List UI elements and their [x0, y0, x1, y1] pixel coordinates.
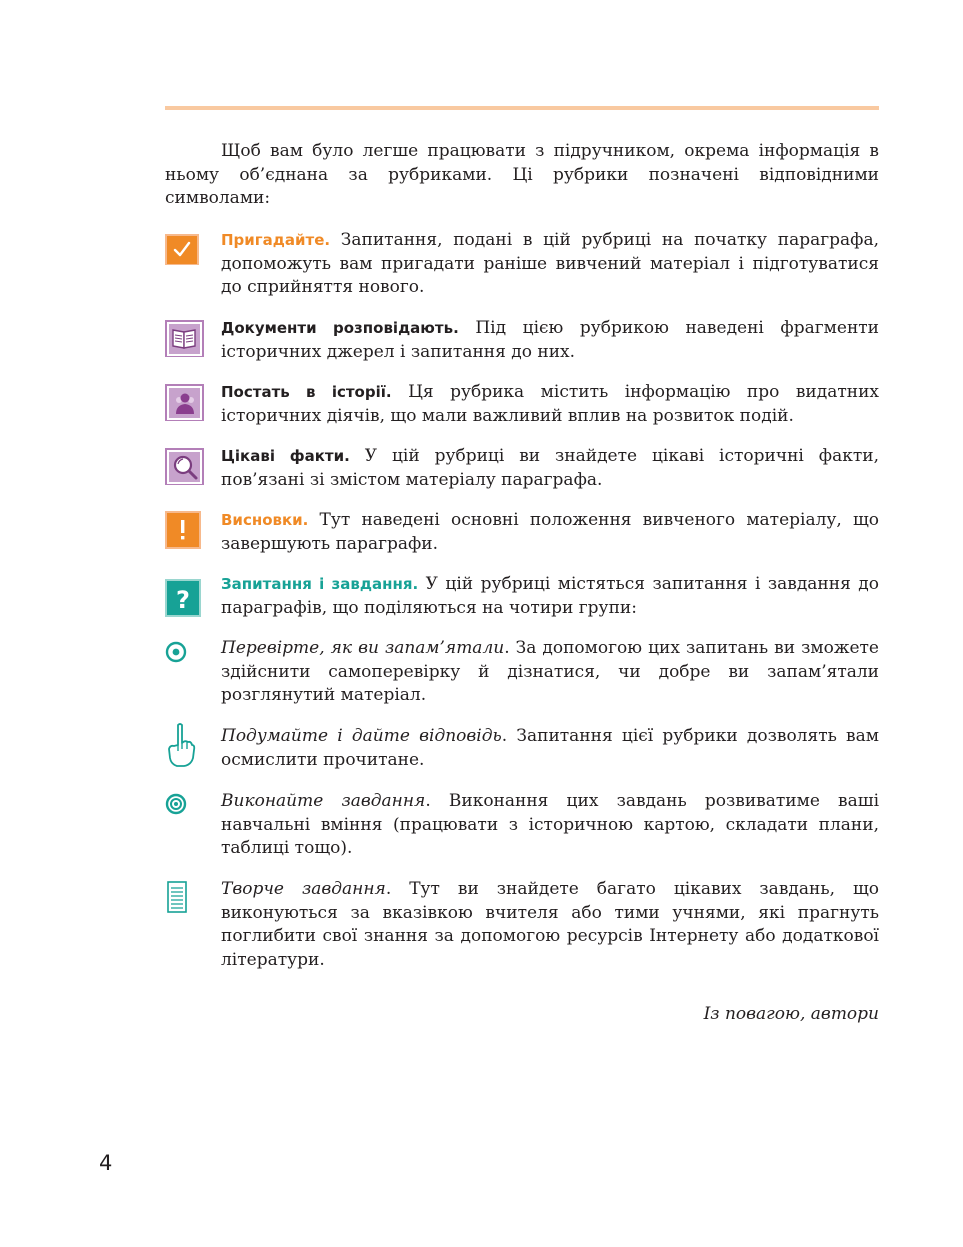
rubric-label: Запитання і завдання. — [221, 575, 419, 593]
top-divider — [165, 106, 879, 110]
rubric-text: У цій рубриці ви знайдете цікаві історичні факти, пов’язані зі змістом матеріалу параграфа. — [221, 446, 879, 490]
open-book-icon — [165, 317, 205, 361]
rubric-text: Тут наведені основні положення вивченого матеріалу, що завершують параграфи. — [221, 510, 879, 554]
person-silhouette-icon — [165, 381, 205, 425]
intro-paragraph: Щоб вам було легше працювати з підручником, окрема інформація в ньому об’єднана за рубриками. Ці рубрики позначені відповідними символами: — [165, 141, 879, 208]
rubric-text: У цій рубриці містяться запитання і завдання до параграфів, що поділяються на чотири групи: — [221, 574, 879, 618]
page-number: 4 — [99, 1151, 113, 1175]
rubric-questions-tasks — [165, 573, 879, 645]
rubric-text: Запитання, подані в цій рубриці на початку параграфа, допоможуть вам пригадати раніше вивчений матеріал і підготуватися до сприйняття нового. — [221, 230, 879, 297]
subgroup-check-memory — [165, 637, 879, 709]
subgroup-text: . Запитання цієї рубрики дозволять вам осмислити прочитане. — [221, 726, 879, 770]
signature: Із повагою, автори — [703, 1004, 879, 1024]
magnifier-icon — [165, 445, 205, 489]
subgroup-label: Виконайте завдання — [221, 791, 426, 811]
subgroup-text: . Тут ви знайдете багато цікавих завдань, що виконуються за вказівкою вчителя або тими учнями, які прагнуть поглибити свої знання за допомогою ресурсів Інтернету або додаткової літератури. — [221, 879, 879, 970]
subgroup-think-answer — [165, 725, 879, 797]
subgroup-text: . Виконання цих завдань розвиватиме ваші навчальні вміння (працювати з історичною картою, складати плани, таблиці тощо). — [221, 791, 879, 858]
subgroup-label: Перевірте, як ви запам’ятали — [221, 638, 505, 658]
rubric-label: Пригадайте. — [221, 231, 331, 249]
subgroup-creative-task — [165, 878, 879, 970]
rubric-label: Цікаві факти. — [221, 447, 350, 465]
subgroup-label: Подумайте і дайте відповідь — [221, 726, 502, 746]
question-mark-icon — [165, 573, 201, 621]
checkmark-icon — [165, 229, 201, 269]
rubric-historical-figure — [165, 381, 879, 453]
exclamation-icon — [165, 509, 201, 553]
notepad-icon — [165, 878, 191, 920]
rubric-text: Під цією рубрикою наведені фрагменти історичних джерел і запитання до них. — [221, 318, 880, 362]
bullseye-icon — [165, 790, 189, 824]
rubric-label: Документи розповідають. — [221, 319, 459, 337]
subgroup-label: Творче завдання — [221, 879, 386, 899]
target-dot-icon — [165, 637, 189, 671]
rubric-interesting-facts — [165, 445, 879, 517]
svg-text:?: ? — [176, 586, 190, 614]
rubric-documents — [165, 317, 879, 389]
rubric-recall — [165, 229, 879, 301]
rubric-label: Висновки. — [221, 511, 309, 529]
pointing-hand-icon — [165, 721, 197, 773]
rubric-text: Ця рубрика містить інформацію про видатних історичних діячів, що мали важливий вплив на розвиток подій. — [221, 382, 880, 426]
subgroup-do-tasks — [165, 790, 879, 862]
rubric-label: Постать в історії. — [221, 383, 392, 401]
subgroup-text: . За допомогою цих запитань ви зможете здійснити самоперевірку й дізнатися, чи добре ви запам’ятали розглянутий матеріал. — [221, 638, 879, 705]
rubric-conclusions — [165, 509, 879, 581]
